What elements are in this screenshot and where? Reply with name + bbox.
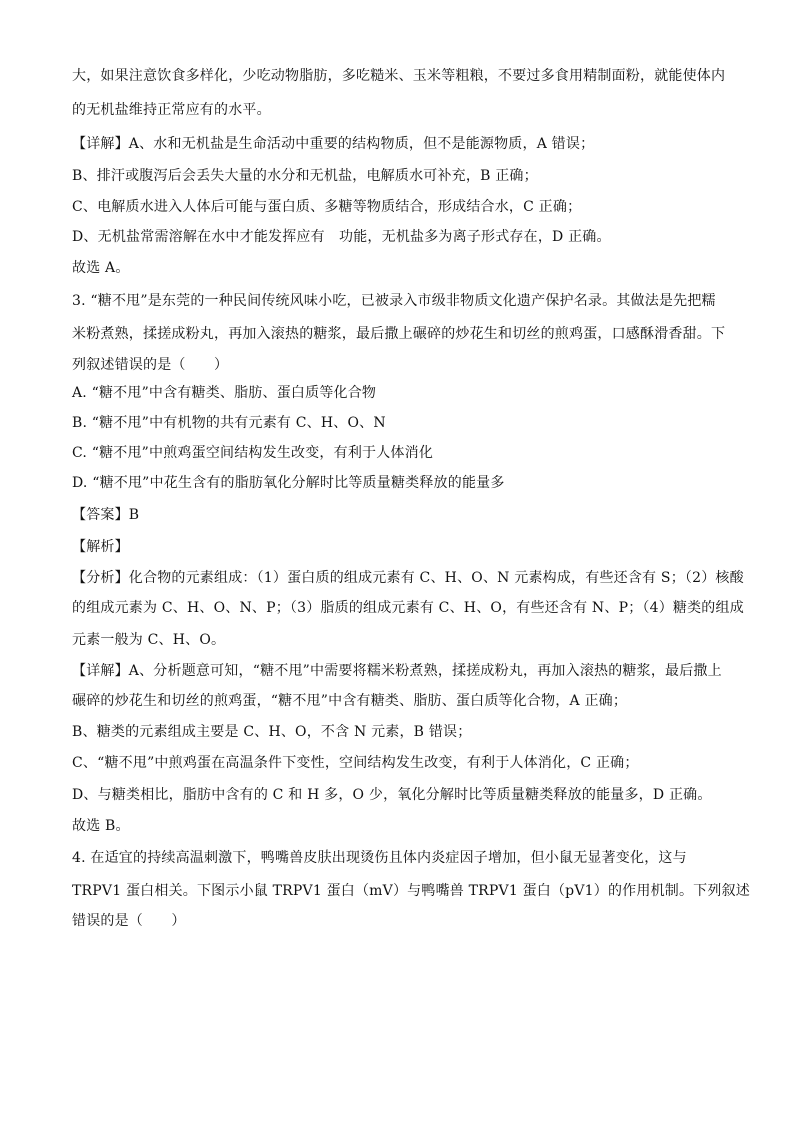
text-line: 【详解】A、水和无机盐是生命活动中重要的结构物质，但不是能源物质，A 错误； — [72, 136, 595, 152]
text-line: D、与糖类相比，脂肪中含有的 C 和 H 多，O 少，氧化分解时比等质量糖类释放的能量多，D 正确。 — [72, 787, 712, 803]
text-line: C、电解质水进入人体后可能与蛋白质、多糖等物质结合，形成结合水，C 正确； — [72, 199, 582, 215]
text-line: B、糖类的元素组成主要是 C、H、O，不含 N 元素，B 错误； — [72, 724, 472, 740]
text-line: 碾碎的炒花生和切丝的煎鸡蛋，“糖不甩”中含有糖类、脂肪、蛋白质等化合物，A 正确； — [72, 693, 628, 709]
option-b: B. “糖不甩”中有机物的共有元素有 C、H、O、N — [72, 415, 386, 431]
text-line: 【详解】A、分析题意可知，“糖不甩”中需要将糯米粉煮熟，揉搓成粉丸，再加入滚热的糖浆，最后撒上 — [72, 663, 722, 679]
text-line: 错误的是（ ） — [72, 913, 186, 929]
text-line: C、“糖不甩”中煎鸡蛋在高温条件下变性，空间结构发生改变，有利于人体消化，C 正确； — [72, 755, 639, 771]
text-line: 大，如果注意饮食多样化，少吃动物脂肪，多吃糙米、玉米等粗粮，不要过多食用精制面粉，就能使体内 — [72, 68, 726, 84]
text-line: 故选 B。 — [72, 818, 130, 834]
text-line: B、排汗或腹泻后会丢失大量的水分和无机盐，电解质水可补充，B 正确； — [72, 168, 538, 184]
text-line: D、无机盐常需溶解在水中才能发挥应有 功能，无机盐多为离子形式存在，D 正确。 — [72, 229, 611, 245]
text-line: 的组成元素为 C、H、O、N、P；（3）脂质的组成元素有 C、H、O，有些还含有 N、P；（4）糖类的组成 — [72, 600, 744, 616]
text-line: TRPV1 蛋白相关。下图示小鼠 TRPV1 蛋白（mV）与鸭嘴兽 TRPV1 蛋白（pV1）的作用机制。下列叙述 — [72, 883, 750, 899]
text-line: 米粉煮熟，揉搓成粉丸，再加入滚热的糖浆，最后撒上碾碎的炒花生和切丝的煎鸡蛋，口感酥滑香甜。下 — [72, 326, 726, 342]
analysis-heading: 【解析】 — [72, 539, 129, 555]
text-line: 的无机盐维持正常应有的水平。 — [72, 102, 271, 118]
question-3-stem: 3. “糖不甩”是东莞的一种民间传统风味小吃，已被录入市级非物质文化遗产保护名录。其做法是先把糯 — [72, 293, 716, 309]
text-line: 列叙述错误的是（ ） — [72, 357, 229, 373]
option-a: A. “糖不甩”中含有糖类、脂肪、蛋白质等化合物 — [72, 385, 377, 401]
option-c: C. “糖不甩”中煎鸡蛋空间结构发生改变，有利于人体消化 — [72, 445, 434, 461]
option-d: D. “糖不甩”中花生含有的脂肪氧化分解时比等质量糖类释放的能量多 — [72, 475, 505, 491]
question-4-stem: 4. 在适宜的持续高温刺激下，鸭嘴兽皮肤出现烫伤且体内炎症因子增加，但小鼠无显著变化，这与 — [72, 850, 687, 866]
text-line: 元素一般为 C、H、O。 — [72, 632, 226, 648]
text-line: 【分析】化合物的元素组成：（1）蛋白质的组成元素有 C、H、O、N 元素构成，有些还含有 S；（2）核酸 — [72, 570, 744, 586]
text-line: 故选 A。 — [72, 260, 130, 276]
answer-label: 【答案】B — [72, 507, 140, 523]
